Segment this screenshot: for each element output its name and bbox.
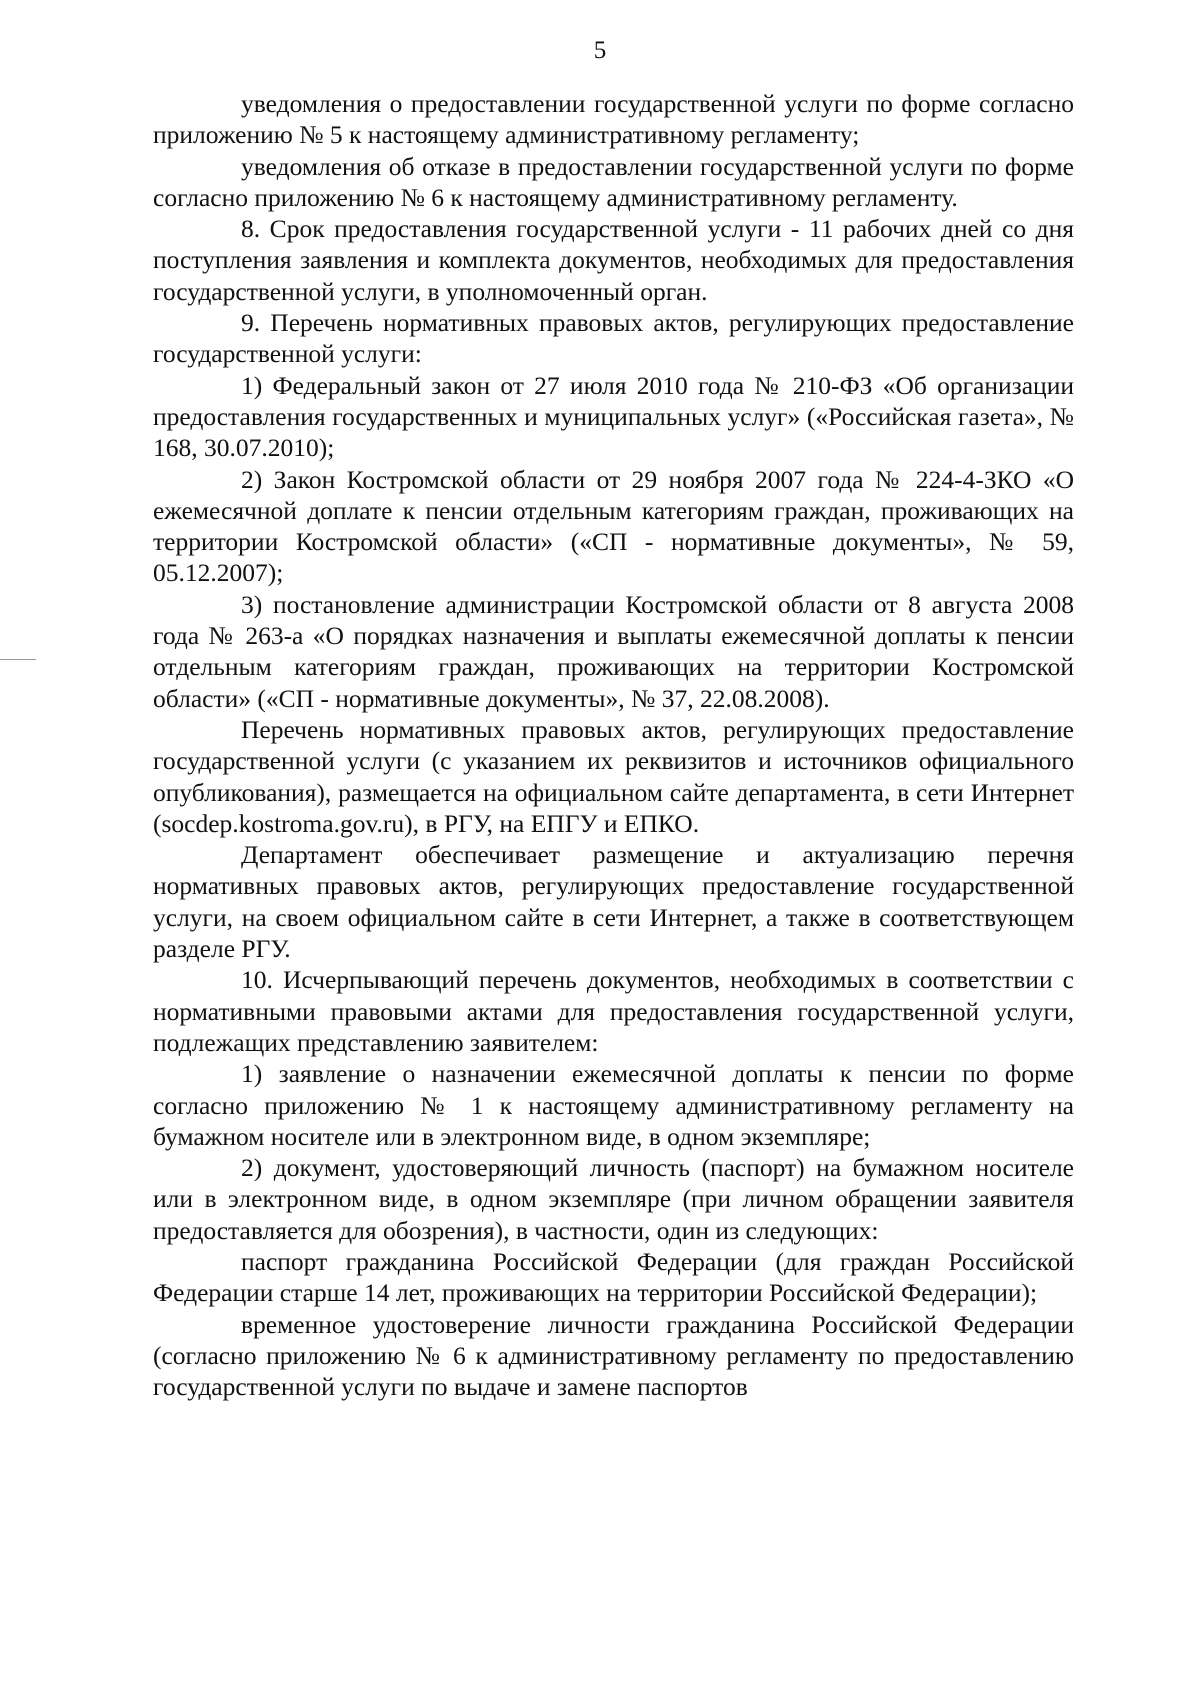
page-number: 5 bbox=[593, 37, 607, 64]
paragraph-legal-acts-heading: 9. Перечень нормативных правовых актов, регулирующих предоставление государственной услуги: bbox=[153, 308, 1074, 369]
paragraph-regional-law: 2) Закон Костромской области от 29 ноября 2007 года № 224-4-ЗКО «О ежемесячной доплате к пенсии отдельным категориям граждан, проживающих на территории Костромской области» («СП - нормативные документы», № 59, 05.12.2007); bbox=[153, 464, 1074, 588]
paragraph-temporary-id: временное удостоверение личности гражданина Российской Федерации (согласно приложению № 6 к административному регламенту по предоставлению государственной услуги по выдаче и замене паспортов bbox=[153, 1309, 1074, 1402]
paragraph-notice-refusal: уведомления об отказе в предоставлении государственной услуги по форме согласно приложению № 6 к настоящему административному регламенту. bbox=[153, 151, 1074, 212]
paragraph-documents-list-heading: 10. Исчерпывающий перечень документов, необходимых в соответствии с нормативными правовыми актами для предоставления государственной услуги, подлежащих представлению заявителем: bbox=[153, 965, 1074, 1057]
paragraph-notice-granting: уведомления о предоставлении государственной услуги по форме согласно приложению № 5 к настоящему административному регламенту; bbox=[153, 89, 1074, 150]
paragraph-application: 1) заявление о назначении ежемесячной доплаты к пенсии по форме согласно приложению № 1 к настоящему административному регламенту на бумажном носителе или в электронном виде, в одном экземпляре; bbox=[153, 1059, 1074, 1151]
paragraph-federal-law: 1) Федеральный закон от 27 июля 2010 года № 210-ФЗ «Об организации предоставления государственных и муниципальных услуг» («Российская газета», № 168, 30.07.2010); bbox=[153, 370, 1074, 463]
paragraph-service-term: 8. Срок предоставления государственной услуги - 11 рабочих дней со дня поступления заявления и комплекта документов, необходимых для предоставления государственной услуги, в уполномоченный орган. bbox=[153, 214, 1074, 306]
paragraph-regional-resolution: 3) постановление администрации Костромской области от 8 августа 2008 года № 263-а «О порядках назначения и выплаты ежемесячной доплаты к пенсии отдельным категориям граждан, проживающих на территории Костромской области» («СП - нормативные документы», № 37, 22.08.2008). bbox=[153, 589, 1074, 713]
paragraph-department-updates: Департамент обеспечивает размещение и актуализацию перечня нормативных правовых актов, регулирующих предоставление государственной услуги, на своем официальном сайте в сети Интернет, а также в соответствующем разделе РГУ. bbox=[153, 840, 1074, 964]
paragraph-passport: паспорт гражданина Российской Федерации (для граждан Российской Федерации старше 14 лет, проживающих на территории Российской Федерации); bbox=[153, 1246, 1074, 1308]
document-body bbox=[153, 88, 1074, 1402]
paragraph-acts-publication: Перечень нормативных правовых актов, регулирующих предоставление государственной услуги (с указанием их реквизитов и источников официального опубликования), размещается на официальном сайте департамента, в сети Интернет (socdep.kostroma.gov.ru), в РГУ, на ЕПГУ и ЕПКО. bbox=[153, 714, 1074, 838]
scan-margin-mark bbox=[0, 659, 36, 660]
paragraph-identity-document: 2) документ, удостоверяющий личность (паспорт) на бумажном носителе или в электронном виде, в одном экземпляре (при личном обращении заявителя предоставляется для обозрения), в частности, один из следующих: bbox=[153, 1153, 1074, 1245]
